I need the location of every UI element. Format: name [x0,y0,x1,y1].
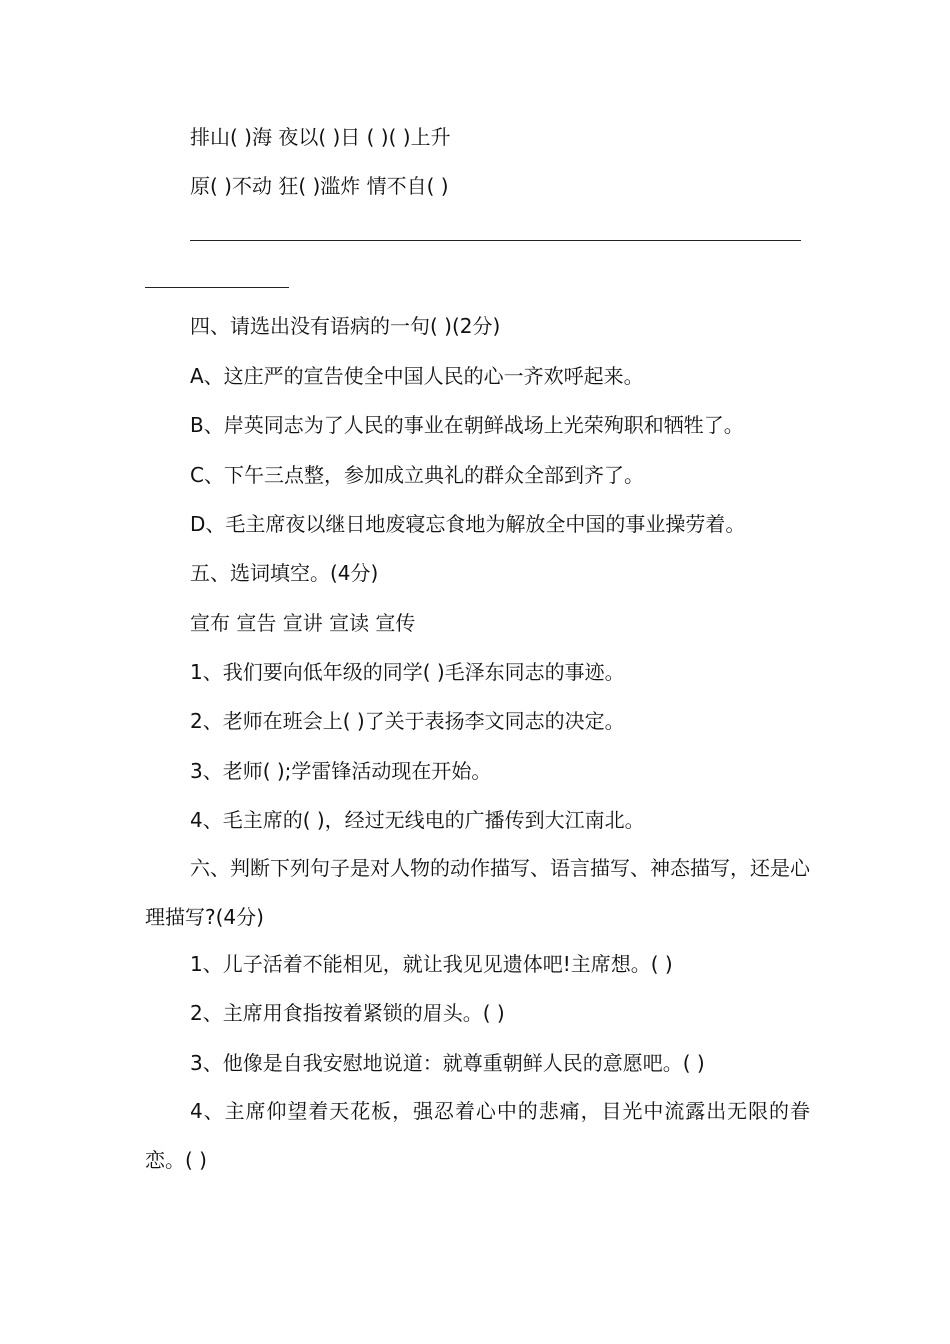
section-5-item-3: 3、老师( );学雷锋活动现在开始。 [190,759,492,783]
section-5-heading: 五、选词填空。(4分) [190,561,379,585]
idioms-row-1: 排山( )海 夜以( )日 ( )( )上升 [190,125,451,149]
idioms-row-2: 原( )不动 狂( )滥炸 情不自( ) [190,174,449,198]
section-5-word-bank: 宣布 宣告 宣讲 宣读 宣传 [190,611,416,635]
answer-blank-line-1 [190,240,801,241]
section-6-item-2: 2、主席用食指按着紧锁的眉头。( ) [190,1001,505,1025]
section-5-item-4: 4、毛主席的( )，经过无线电的广播传到大江南北。 [190,808,645,832]
section-4-option-b: B、岸英同志为了人民的事业在朝鲜战场上光荣殉职和牺牲了。 [190,413,744,437]
section-6-item-1: 1、儿子活着不能相见，就让我见见遗体吧!主席想。( ) [190,952,673,976]
section-4-heading: 四、请选出没有语病的一句( )(2分) [190,314,501,338]
section-6-item-3: 3、他像是自我安慰地说道：就尊重朝鲜人民的意愿吧。( ) [190,1051,705,1075]
section-5-item-1: 1、我们要向低年级的同学( )毛泽东同志的事迹。 [190,660,625,684]
section-5-item-2: 2、老师在班会上( )了关于表扬李文同志的决定。 [190,709,625,733]
section-4-option-a: A、这庄严的宣告使全中国人民的心一齐欢呼起来。 [190,364,644,388]
answer-blank-line-2 [145,287,289,288]
section-6-heading: 六、判断下列句子是对人物的动作描写、语言描写、神态描写，还是心理描写?(4分) [145,856,810,929]
section-6-item-4: 4、主席仰望着天花板，强忍着心中的悲痛，目光中流露出无限的眷恋。( ) [145,1099,810,1172]
section-4-option-c: C、下午三点整，参加成立典礼的群众全部到齐了。 [190,463,644,487]
section-4-option-d: D、毛主席夜以继日地废寝忘食地为解放全中国的事业操劳着。 [190,512,746,536]
